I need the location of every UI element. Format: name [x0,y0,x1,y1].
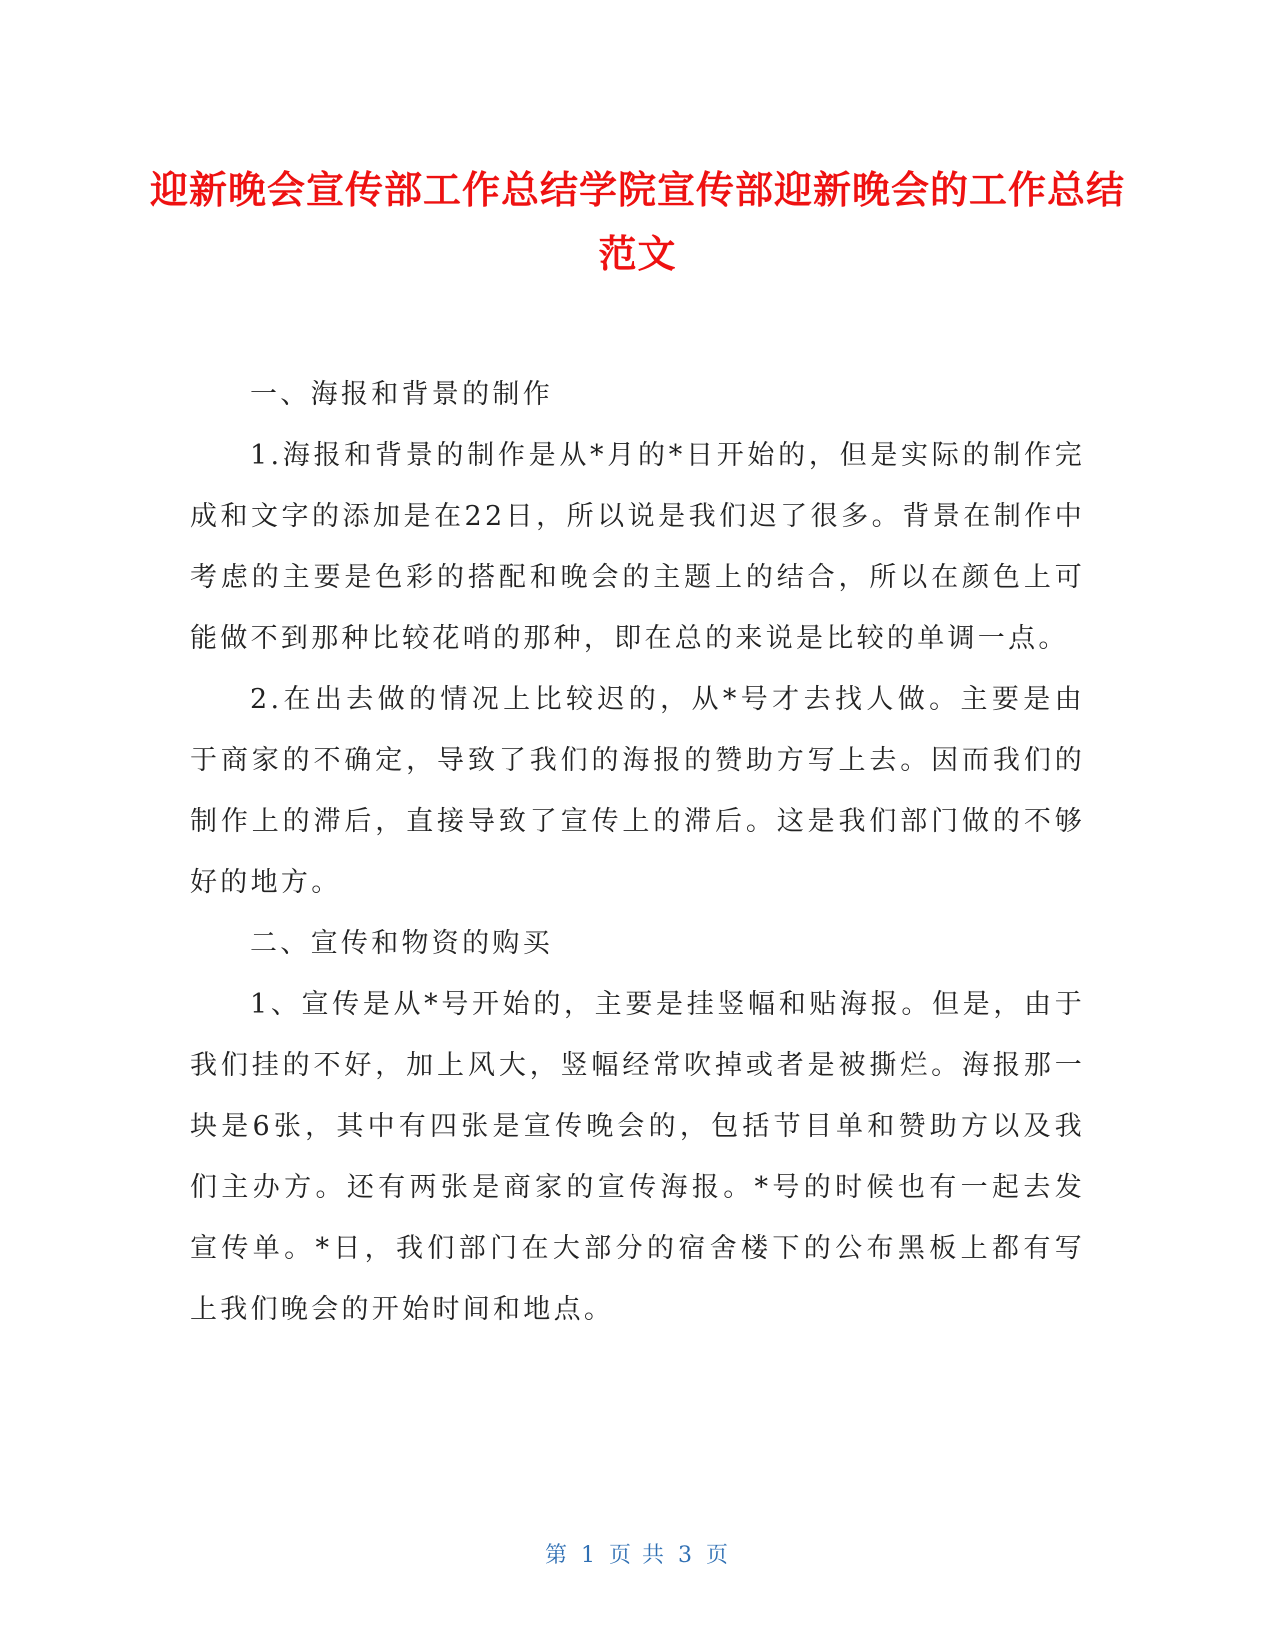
paragraph: 1.海报和背景的制作是从*月的*日开始的，但是实际的制作完成和文字的添加是在22日，所以说是我们迟了很多。背景在制作中考虑的主要是色彩的搭配和晚会的主题上的结合，所以在颜色上可能做不到那种比较花哨的那种，即在总的来说是比较的单调一点。 [190,440,1085,654]
current-page-number: 1 [581,1543,597,1568]
section-heading-2: 二、宣传和物资的购买 [250,928,553,959]
total-page-number: 3 [678,1543,694,1568]
section-heading-1: 一、海报和背景的制作 [250,379,553,410]
document-title: 迎新晚会宣传部工作总结学院宣传部迎新晚会的工作总结范文 [150,168,1126,276]
paragraph: 2.在出去做的情况上比较迟的，从*号才去找人做。主要是由于商家的不确定，导致了我们的海报的赞助方写上去。因而我们的制作上的滞后，直接导致了宣传上的滞后。这是我们部门做的不够好的地方。 [190,684,1085,898]
footer-suffix: 页 [706,1543,731,1568]
footer-mid: 页 共 [609,1543,666,1568]
document-body [190,364,1085,1340]
page-number-footer [0,1538,1275,1569]
paragraph: 1、宣传是从*号开始的，主要是挂竖幅和贴海报。但是，由于我们挂的不好，加上风大，竖幅经常吹掉或者是被撕烂。海报那一块是6张，其中有四张是宣传晚会的，包括节目单和赞助方以及我们主办方。还有两张是商家的宣传海报。*号的时候也有一起去发宣传单。*日，我们部门在大部分的宿舍楼下的公布黑板上都有写上我们晚会的开始时间和地点。 [190,989,1085,1325]
footer-prefix: 第 [544,1543,569,1568]
